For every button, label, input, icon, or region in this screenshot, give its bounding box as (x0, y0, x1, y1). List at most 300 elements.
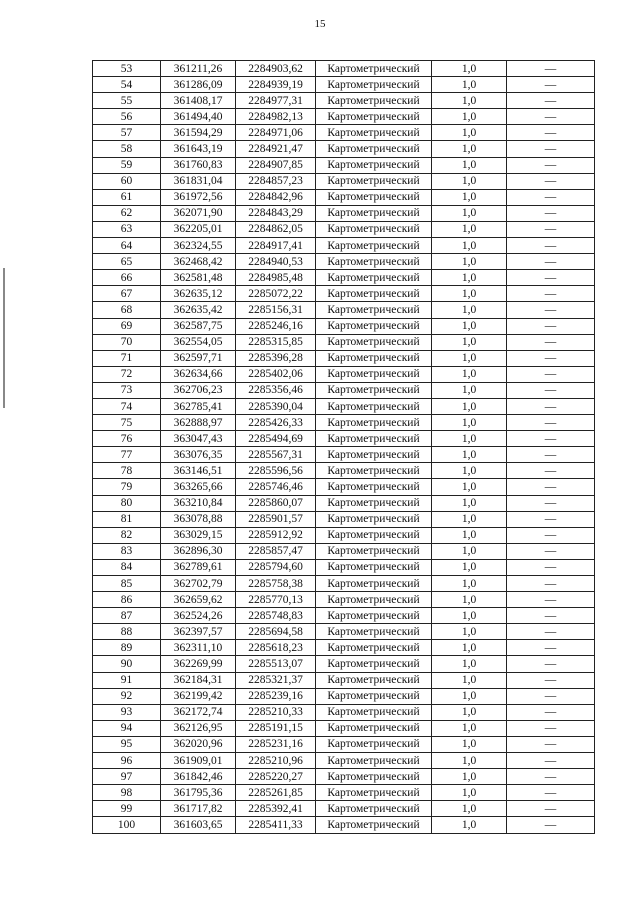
point-number-cell: 90 (93, 656, 161, 672)
method-cell: Картометрический (316, 720, 432, 736)
method-cell: Картометрический (316, 479, 432, 495)
accuracy-cell: 1,0 (432, 527, 507, 543)
table-row (93, 608, 595, 624)
x-coordinate-cell: 362587,75 (161, 318, 236, 334)
accuracy-cell: 1,0 (432, 801, 507, 817)
description-cell: — (507, 270, 595, 286)
x-coordinate-cell: 361909,01 (161, 753, 236, 769)
accuracy-cell: 1,0 (432, 753, 507, 769)
table-row (93, 366, 595, 382)
method-cell: Картометрический (316, 447, 432, 463)
method-cell: Картометрический (316, 173, 432, 189)
x-coordinate-cell: 363047,43 (161, 431, 236, 447)
y-coordinate-cell: 2285746,46 (236, 479, 316, 495)
x-coordinate-cell: 361603,65 (161, 817, 236, 833)
table-row (93, 350, 595, 366)
description-cell: — (507, 672, 595, 688)
x-coordinate-cell: 362635,42 (161, 302, 236, 318)
description-cell: — (507, 479, 595, 495)
point-number-cell: 95 (93, 736, 161, 752)
method-cell: Картометрический (316, 205, 432, 221)
table-row (93, 93, 595, 109)
point-number-cell: 99 (93, 801, 161, 817)
method-cell: Картометрический (316, 334, 432, 350)
point-number-cell: 55 (93, 93, 161, 109)
x-coordinate-cell: 361717,82 (161, 801, 236, 817)
description-cell: — (507, 801, 595, 817)
table-row (93, 431, 595, 447)
x-coordinate-cell: 362199,42 (161, 688, 236, 704)
point-number-cell: 91 (93, 672, 161, 688)
x-coordinate-cell: 361972,56 (161, 189, 236, 205)
description-cell: — (507, 205, 595, 221)
method-cell: Картометрический (316, 221, 432, 237)
description-cell: — (507, 753, 595, 769)
point-number-cell: 88 (93, 624, 161, 640)
x-coordinate-cell: 362597,71 (161, 350, 236, 366)
page-number: 15 (314, 18, 326, 30)
x-coordinate-cell: 362020,96 (161, 736, 236, 752)
table-row (93, 382, 595, 398)
method-cell: Картометрический (316, 608, 432, 624)
y-coordinate-cell: 2285402,06 (236, 366, 316, 382)
table-row (93, 720, 595, 736)
method-cell: Картометрический (316, 77, 432, 93)
point-number-cell: 54 (93, 77, 161, 93)
method-cell: Картометрический (316, 592, 432, 608)
y-coordinate-cell: 2285901,57 (236, 511, 316, 527)
accuracy-cell: 1,0 (432, 543, 507, 559)
y-coordinate-cell: 2285694,58 (236, 624, 316, 640)
method-cell: Картометрический (316, 753, 432, 769)
point-number-cell: 62 (93, 205, 161, 221)
method-cell: Картометрический (316, 286, 432, 302)
accuracy-cell: 1,0 (432, 656, 507, 672)
table-row (93, 398, 595, 414)
x-coordinate-cell: 361643,19 (161, 141, 236, 157)
description-cell: — (507, 640, 595, 656)
accuracy-cell: 1,0 (432, 640, 507, 656)
x-coordinate-cell: 363146,51 (161, 463, 236, 479)
accuracy-cell: 1,0 (432, 61, 507, 77)
description-cell: — (507, 318, 595, 334)
accuracy-cell: 1,0 (432, 608, 507, 624)
accuracy-cell: 1,0 (432, 415, 507, 431)
x-coordinate-cell: 361795,36 (161, 785, 236, 801)
accuracy-cell: 1,0 (432, 382, 507, 398)
accuracy-cell: 1,0 (432, 318, 507, 334)
point-number-cell: 61 (93, 189, 161, 205)
method-cell: Картометрический (316, 576, 432, 592)
point-number-cell: 87 (93, 608, 161, 624)
method-cell: Картометрический (316, 238, 432, 254)
method-cell: Картометрический (316, 543, 432, 559)
method-cell: Картометрический (316, 415, 432, 431)
point-number-cell: 100 (93, 817, 161, 833)
point-number-cell: 64 (93, 238, 161, 254)
accuracy-cell: 1,0 (432, 350, 507, 366)
point-number-cell: 57 (93, 125, 161, 141)
method-cell: Картометрический (316, 624, 432, 640)
point-number-cell: 76 (93, 431, 161, 447)
accuracy-cell: 1,0 (432, 720, 507, 736)
description-cell: — (507, 785, 595, 801)
table-row (93, 640, 595, 656)
x-coordinate-cell: 361760,83 (161, 157, 236, 173)
y-coordinate-cell: 2285426,33 (236, 415, 316, 431)
accuracy-cell: 1,0 (432, 785, 507, 801)
x-coordinate-cell: 361286,09 (161, 77, 236, 93)
accuracy-cell: 1,0 (432, 157, 507, 173)
x-coordinate-cell: 362659,62 (161, 592, 236, 608)
point-number-cell: 81 (93, 511, 161, 527)
table-row (93, 704, 595, 720)
description-cell: — (507, 624, 595, 640)
table-row (93, 302, 595, 318)
point-number-cell: 83 (93, 543, 161, 559)
description-cell: — (507, 704, 595, 720)
accuracy-cell: 1,0 (432, 109, 507, 125)
point-number-cell: 75 (93, 415, 161, 431)
x-coordinate-cell: 362888,97 (161, 415, 236, 431)
x-coordinate-cell: 362269,99 (161, 656, 236, 672)
y-coordinate-cell: 2285239,16 (236, 688, 316, 704)
coordinates-table-body (93, 61, 595, 834)
accuracy-cell: 1,0 (432, 576, 507, 592)
x-coordinate-cell: 362324,55 (161, 238, 236, 254)
y-coordinate-cell: 2285396,28 (236, 350, 316, 366)
y-coordinate-cell: 2284982,13 (236, 109, 316, 125)
description-cell: — (507, 415, 595, 431)
accuracy-cell: 1,0 (432, 769, 507, 785)
description-cell: — (507, 221, 595, 237)
table-row (93, 559, 595, 575)
x-coordinate-cell: 362896,30 (161, 543, 236, 559)
description-cell: — (507, 817, 595, 833)
point-number-cell: 60 (93, 173, 161, 189)
description-cell: — (507, 93, 595, 109)
accuracy-cell: 1,0 (432, 431, 507, 447)
description-cell: — (507, 238, 595, 254)
description-cell: — (507, 656, 595, 672)
point-number-cell: 96 (93, 753, 161, 769)
description-cell: — (507, 431, 595, 447)
accuracy-cell: 1,0 (432, 704, 507, 720)
method-cell: Картометрический (316, 704, 432, 720)
x-coordinate-cell: 362172,74 (161, 704, 236, 720)
description-cell: — (507, 463, 595, 479)
y-coordinate-cell: 2284842,96 (236, 189, 316, 205)
point-number-cell: 53 (93, 61, 161, 77)
y-coordinate-cell: 2285072,22 (236, 286, 316, 302)
point-number-cell: 94 (93, 720, 161, 736)
y-coordinate-cell: 2285210,33 (236, 704, 316, 720)
method-cell: Картометрический (316, 431, 432, 447)
x-coordinate-cell: 362071,90 (161, 205, 236, 221)
y-coordinate-cell: 2285618,23 (236, 640, 316, 656)
x-coordinate-cell: 362397,57 (161, 624, 236, 640)
point-number-cell: 82 (93, 527, 161, 543)
accuracy-cell: 1,0 (432, 221, 507, 237)
y-coordinate-cell: 2285390,04 (236, 398, 316, 414)
point-number-cell: 79 (93, 479, 161, 495)
accuracy-cell: 1,0 (432, 189, 507, 205)
table-row (93, 205, 595, 221)
y-coordinate-cell: 2285794,60 (236, 559, 316, 575)
y-coordinate-cell: 2285356,46 (236, 382, 316, 398)
accuracy-cell: 1,0 (432, 334, 507, 350)
method-cell: Картометрический (316, 559, 432, 575)
y-coordinate-cell: 2285220,27 (236, 769, 316, 785)
description-cell: — (507, 61, 595, 77)
point-number-cell: 70 (93, 334, 161, 350)
x-coordinate-cell: 361408,17 (161, 93, 236, 109)
accuracy-cell: 1,0 (432, 511, 507, 527)
point-number-cell: 71 (93, 350, 161, 366)
description-cell: — (507, 769, 595, 785)
description-cell: — (507, 559, 595, 575)
method-cell: Картометрический (316, 527, 432, 543)
y-coordinate-cell: 2285231,16 (236, 736, 316, 752)
accuracy-cell: 1,0 (432, 125, 507, 141)
x-coordinate-cell: 362785,41 (161, 398, 236, 414)
table-row (93, 61, 595, 77)
accuracy-cell: 1,0 (432, 366, 507, 382)
point-number-cell: 98 (93, 785, 161, 801)
accuracy-cell: 1,0 (432, 624, 507, 640)
description-cell: — (507, 77, 595, 93)
table-row (93, 656, 595, 672)
table-row (93, 157, 595, 173)
y-coordinate-cell: 2285567,31 (236, 447, 316, 463)
table-row (93, 463, 595, 479)
method-cell: Картометрический (316, 302, 432, 318)
accuracy-cell: 1,0 (432, 736, 507, 752)
table-row (93, 447, 595, 463)
table-row (93, 125, 595, 141)
y-coordinate-cell: 2285860,07 (236, 495, 316, 511)
table-row (93, 189, 595, 205)
accuracy-cell: 1,0 (432, 398, 507, 414)
method-cell: Картометрический (316, 93, 432, 109)
table-row (93, 495, 595, 511)
x-coordinate-cell: 362581,48 (161, 270, 236, 286)
table-row (93, 785, 595, 801)
method-cell: Картометрический (316, 463, 432, 479)
description-cell: — (507, 592, 595, 608)
accuracy-cell: 1,0 (432, 479, 507, 495)
method-cell: Картометрический (316, 801, 432, 817)
table-row (93, 141, 595, 157)
y-coordinate-cell: 2285246,16 (236, 318, 316, 334)
point-number-cell: 89 (93, 640, 161, 656)
table-row (93, 238, 595, 254)
point-number-cell: 59 (93, 157, 161, 173)
y-coordinate-cell: 2285321,37 (236, 672, 316, 688)
method-cell: Картометрический (316, 688, 432, 704)
method-cell: Картометрический (316, 785, 432, 801)
accuracy-cell: 1,0 (432, 302, 507, 318)
description-cell: — (507, 543, 595, 559)
point-number-cell: 63 (93, 221, 161, 237)
point-number-cell: 69 (93, 318, 161, 334)
y-coordinate-cell: 2284843,29 (236, 205, 316, 221)
description-cell: — (507, 109, 595, 125)
table-row (93, 672, 595, 688)
description-cell: — (507, 366, 595, 382)
accuracy-cell: 1,0 (432, 592, 507, 608)
method-cell: Картометрический (316, 736, 432, 752)
x-coordinate-cell: 362468,42 (161, 254, 236, 270)
table-row (93, 688, 595, 704)
x-coordinate-cell: 363076,35 (161, 447, 236, 463)
x-coordinate-cell: 362702,79 (161, 576, 236, 592)
accuracy-cell: 1,0 (432, 688, 507, 704)
scan-edge-mark (3, 268, 5, 408)
description-cell: — (507, 398, 595, 414)
description-cell: — (507, 141, 595, 157)
method-cell: Картометрический (316, 318, 432, 334)
point-number-cell: 67 (93, 286, 161, 302)
accuracy-cell: 1,0 (432, 286, 507, 302)
table-row (93, 736, 595, 752)
method-cell: Картометрический (316, 817, 432, 833)
accuracy-cell: 1,0 (432, 817, 507, 833)
method-cell: Картометрический (316, 366, 432, 382)
accuracy-cell: 1,0 (432, 141, 507, 157)
x-coordinate-cell: 363078,88 (161, 511, 236, 527)
table-row (93, 817, 595, 833)
x-coordinate-cell: 362126,95 (161, 720, 236, 736)
method-cell: Картометрический (316, 495, 432, 511)
description-cell: — (507, 511, 595, 527)
description-cell: — (507, 125, 595, 141)
table-row (93, 753, 595, 769)
y-coordinate-cell: 2285596,56 (236, 463, 316, 479)
point-number-cell: 65 (93, 254, 161, 270)
method-cell: Картометрический (316, 672, 432, 688)
y-coordinate-cell: 2285513,07 (236, 656, 316, 672)
point-number-cell: 85 (93, 576, 161, 592)
x-coordinate-cell: 361842,46 (161, 769, 236, 785)
accuracy-cell: 1,0 (432, 238, 507, 254)
y-coordinate-cell: 2284917,41 (236, 238, 316, 254)
x-coordinate-cell: 362635,12 (161, 286, 236, 302)
table-row (93, 543, 595, 559)
description-cell: — (507, 350, 595, 366)
x-coordinate-cell: 362205,01 (161, 221, 236, 237)
accuracy-cell: 1,0 (432, 495, 507, 511)
y-coordinate-cell: 2285912,92 (236, 527, 316, 543)
y-coordinate-cell: 2285392,41 (236, 801, 316, 817)
accuracy-cell: 1,0 (432, 559, 507, 575)
y-coordinate-cell: 2284985,48 (236, 270, 316, 286)
table-row (93, 286, 595, 302)
x-coordinate-cell: 362706,23 (161, 382, 236, 398)
method-cell: Картометрический (316, 61, 432, 77)
table-row (93, 479, 595, 495)
description-cell: — (507, 447, 595, 463)
table-row (93, 527, 595, 543)
table-row (93, 77, 595, 93)
x-coordinate-cell: 362789,61 (161, 559, 236, 575)
description-cell: — (507, 736, 595, 752)
x-coordinate-cell: 361831,04 (161, 173, 236, 189)
table-row (93, 318, 595, 334)
x-coordinate-cell: 362184,31 (161, 672, 236, 688)
y-coordinate-cell: 2284862,05 (236, 221, 316, 237)
x-coordinate-cell: 362524,26 (161, 608, 236, 624)
table-row (93, 221, 595, 237)
x-coordinate-cell: 361594,29 (161, 125, 236, 141)
x-coordinate-cell: 362554,05 (161, 334, 236, 350)
y-coordinate-cell: 2285857,47 (236, 543, 316, 559)
y-coordinate-cell: 2285411,33 (236, 817, 316, 833)
accuracy-cell: 1,0 (432, 205, 507, 221)
table-row (93, 415, 595, 431)
y-coordinate-cell: 2284940,53 (236, 254, 316, 270)
x-coordinate-cell: 361494,40 (161, 109, 236, 125)
accuracy-cell: 1,0 (432, 77, 507, 93)
description-cell: — (507, 608, 595, 624)
table-row (93, 511, 595, 527)
description-cell: — (507, 576, 595, 592)
point-number-cell: 86 (93, 592, 161, 608)
table-row (93, 173, 595, 189)
x-coordinate-cell: 361211,26 (161, 61, 236, 77)
description-cell: — (507, 527, 595, 543)
description-cell: — (507, 254, 595, 270)
x-coordinate-cell: 362634,66 (161, 366, 236, 382)
description-cell: — (507, 334, 595, 350)
x-coordinate-cell: 363210,84 (161, 495, 236, 511)
y-coordinate-cell: 2285191,15 (236, 720, 316, 736)
method-cell: Картометрический (316, 141, 432, 157)
y-coordinate-cell: 2284903,62 (236, 61, 316, 77)
method-cell: Картометрический (316, 382, 432, 398)
description-cell: — (507, 495, 595, 511)
method-cell: Картометрический (316, 769, 432, 785)
table-row (93, 592, 595, 608)
point-number-cell: 93 (93, 704, 161, 720)
table-row (93, 270, 595, 286)
point-number-cell: 68 (93, 302, 161, 318)
method-cell: Картометрический (316, 656, 432, 672)
y-coordinate-cell: 2284921,47 (236, 141, 316, 157)
table-row (93, 624, 595, 640)
accuracy-cell: 1,0 (432, 463, 507, 479)
accuracy-cell: 1,0 (432, 672, 507, 688)
table-row (93, 254, 595, 270)
y-coordinate-cell: 2285315,85 (236, 334, 316, 350)
point-number-cell: 74 (93, 398, 161, 414)
y-coordinate-cell: 2285758,38 (236, 576, 316, 592)
method-cell: Картометрический (316, 109, 432, 125)
y-coordinate-cell: 2285210,96 (236, 753, 316, 769)
description-cell: — (507, 157, 595, 173)
accuracy-cell: 1,0 (432, 447, 507, 463)
y-coordinate-cell: 2285748,83 (236, 608, 316, 624)
method-cell: Картометрический (316, 350, 432, 366)
description-cell: — (507, 688, 595, 704)
point-number-cell: 56 (93, 109, 161, 125)
table-row (93, 334, 595, 350)
description-cell: — (507, 720, 595, 736)
description-cell: — (507, 189, 595, 205)
method-cell: Картометрический (316, 157, 432, 173)
method-cell: Картометрический (316, 511, 432, 527)
method-cell: Картометрический (316, 254, 432, 270)
